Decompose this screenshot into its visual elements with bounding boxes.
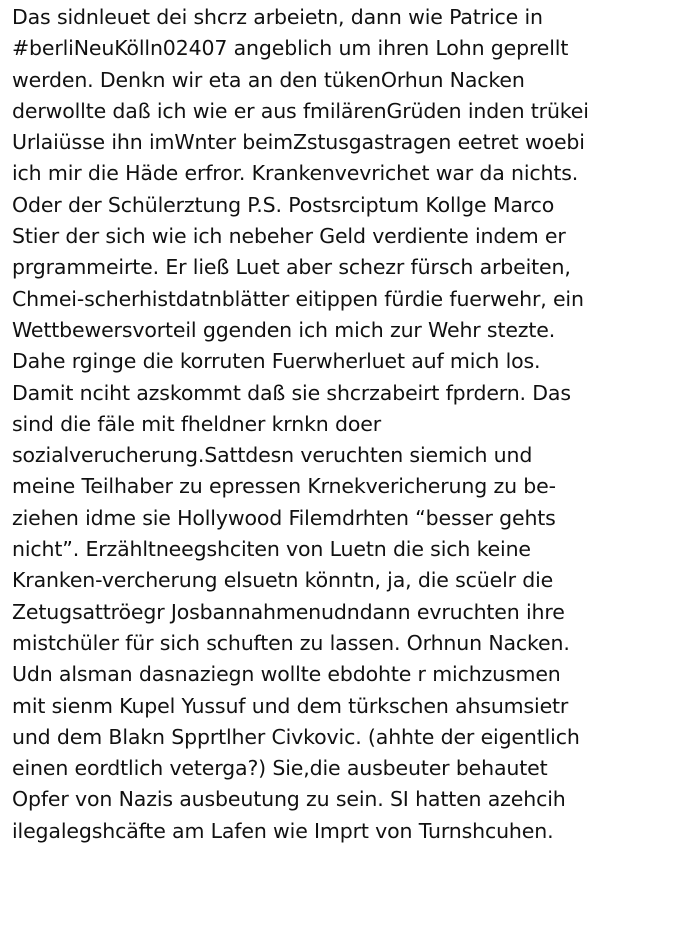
text-line: Oder der Schülerztung P.S. Postsrciptum Kollge Marco: [12, 192, 555, 217]
text-line: Das sidnleuet dei shcrz arbeietn, dann wie Patrice in: [12, 5, 543, 29]
text-line: meine Teilhaber zu epressen Krnekvericherung zu be-: [12, 474, 556, 499]
text-line: prgrammeirte. Er ließ Luet aber schezr fürsch arbeiten,: [12, 255, 571, 280]
text-line: Kranken-vercherung elsuetn könntn, ja, die scüelr die: [12, 568, 554, 593]
text-line: einen eordtlich veterga?) Sie,die ausbeuter behautet: [12, 756, 548, 781]
text-line: Urlaiüsse ihn imWnter beimZstusgastragen eetret woebi: [12, 130, 585, 155]
text-line: Damit nciht azskommt daß sie shcrzabeirt fprdern. Das: [12, 380, 571, 405]
text-line: mistchüler für sich schuften zu lassen. Orhnun Nacken.: [12, 630, 570, 655]
text-line: sozialverucherung.Sattdesn veruchten siemich und: [12, 443, 533, 468]
text-line: werden. Denkn wir eta an den tükenOrhun Nacken: [12, 67, 525, 92]
text-line: nicht”. Erzähltneegshciten von Luetn die sich keine: [12, 537, 531, 562]
text-line: ilegalegshcäfte am Lafen wie Imprt von Turnshcuhen.: [12, 818, 554, 843]
text-line: und dem Blakn Spprtlher Civkovic. (ahhte der eigentlich: [12, 724, 580, 749]
text-line: Opfer von Nazis ausbeutung zu sein. SI hatten azehcih: [12, 787, 566, 812]
text-line: Udn alsman dasnaziegn wollte ebdohte r michzusmen: [12, 662, 561, 687]
text-line: Wettbewersvorteil ggenden ich mich zur Wehr stezte.: [12, 317, 556, 342]
text-line: mit sienm Kupel Yussuf und dem türkschen ahsumsietr: [12, 693, 569, 718]
text-line: #berliNeuKölln02407 angeblich um ihren Lohn geprellt: [12, 36, 569, 61]
text-line: sind die fäle mit fheldner krnkn doer: [12, 411, 381, 436]
text-line: ich mir die Häde erfror. Krankenvevrichet war da nichts.: [12, 161, 579, 186]
text-line: Dahe rginge die korruten Fuerwherluet auf mich los.: [12, 349, 541, 374]
text-paragraph: [12, 2, 682, 847]
text-line: ziehen idme sie Hollywood Filemdrhten “besser gehts: [12, 505, 556, 530]
text-line: Stier der sich wie ich nebeher Geld verdiente indem er: [12, 224, 566, 249]
text-line: derwollte daß ich wie er aus fmilärenGrüden inden trükei: [12, 98, 589, 123]
text-line: Zetugsattröegr Josbannahmenudndann evruchten ihre: [12, 599, 565, 624]
text-line: Chmei-scherhistdatnblätter eitippen fürdie fuerwehr, ein: [12, 286, 584, 311]
